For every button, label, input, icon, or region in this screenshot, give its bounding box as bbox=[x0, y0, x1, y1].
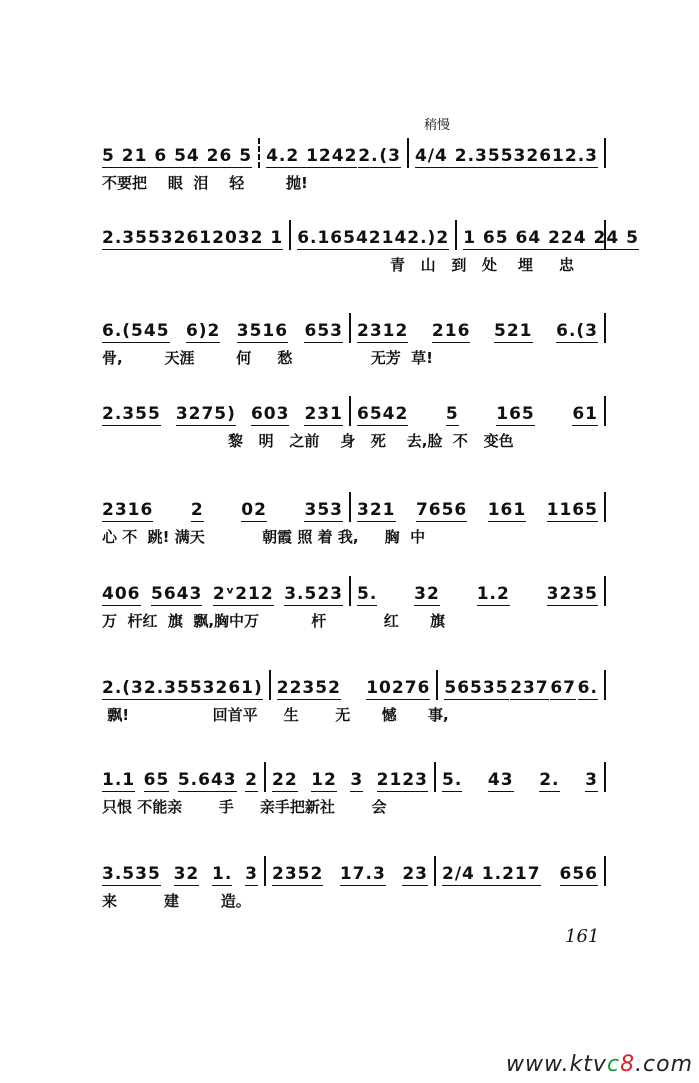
measure bbox=[102, 313, 349, 343]
measure bbox=[102, 856, 264, 886]
watermark bbox=[506, 1052, 693, 1077]
measure bbox=[289, 220, 455, 250]
note-group: 67 bbox=[550, 678, 577, 698]
note-group: 216 bbox=[431, 321, 471, 341]
note-group: 321 bbox=[357, 500, 396, 520]
measure bbox=[102, 492, 349, 522]
measure bbox=[264, 762, 434, 792]
note-group: 6.(545 bbox=[102, 321, 170, 341]
measure bbox=[349, 396, 604, 426]
notation-system bbox=[102, 220, 639, 250]
note-group: 2.(3 bbox=[102, 678, 144, 698]
note-group: 1 6 5 bbox=[134, 146, 187, 166]
note-group: 1.1 bbox=[102, 770, 136, 790]
note-group: 1.2 bbox=[476, 584, 510, 604]
lyrics-line: 万 杆红 旗 飘,胸中万 杆 红 旗 bbox=[102, 612, 446, 630]
measure bbox=[455, 220, 645, 250]
lyrics-line: 飘! 回首平 生 无 憾 事, bbox=[102, 706, 449, 724]
note-group: 3516 bbox=[236, 321, 289, 341]
watermark-text: www.ktv bbox=[506, 1052, 607, 1077]
note-group: 6. bbox=[577, 678, 598, 698]
note-group: 5.643 bbox=[177, 770, 237, 790]
note-group: 5643 bbox=[151, 584, 203, 604]
note-group: 2 1 bbox=[250, 228, 284, 248]
note-group: 3261 bbox=[513, 146, 565, 166]
note-group: 22 bbox=[272, 770, 298, 790]
lyrics-line: 青 山 到 处 埋 忠 bbox=[390, 256, 574, 274]
measure bbox=[264, 856, 434, 886]
note-group: 2/4 1.217 bbox=[442, 864, 541, 884]
note-group: 1 6 bbox=[463, 228, 496, 248]
lyrics-line: 骨, 天涯 何 愁 无芳 草! bbox=[102, 349, 433, 367]
note-group: 5 bbox=[445, 404, 459, 424]
note-group: 61 bbox=[572, 404, 598, 424]
note-group: 4 5 bbox=[606, 228, 639, 248]
note-group: 6)2 bbox=[185, 321, 221, 341]
note-group: 2. bbox=[539, 770, 560, 790]
note-group: 6 5 bbox=[219, 146, 253, 166]
note-group: 4 2 bbox=[528, 228, 561, 248]
notation-system bbox=[102, 313, 606, 343]
notation-system bbox=[102, 492, 606, 522]
measure bbox=[349, 576, 604, 606]
measure bbox=[102, 576, 349, 606]
measure bbox=[349, 492, 604, 522]
note-group: 406 bbox=[102, 584, 141, 604]
measure bbox=[434, 856, 604, 886]
note-group: 3 bbox=[350, 770, 364, 790]
note-group: 2316 bbox=[102, 500, 154, 520]
notation-system bbox=[102, 396, 606, 426]
note-group: 2 bbox=[190, 500, 204, 520]
note-group: 2. bbox=[564, 146, 586, 166]
lyrics-line: 心 不 跳! 满天 朝霞 照 着 我, 胸 中 bbox=[102, 528, 426, 546]
lyrics-line: 黎 明 之前 身 死 去,脸 不 变色 bbox=[228, 432, 514, 450]
note-group: 3 bbox=[585, 146, 598, 166]
notation-system bbox=[102, 670, 606, 700]
note-group: 521 bbox=[494, 321, 533, 341]
note-group: 161 bbox=[487, 500, 527, 520]
watermark-8: 8 bbox=[620, 1052, 636, 1077]
note-group: 17.3 bbox=[339, 864, 386, 884]
lyrics-line: 来 建 造。 bbox=[102, 892, 251, 910]
note-group: 603 bbox=[250, 404, 290, 424]
notation-system bbox=[102, 856, 606, 886]
note-group: 7656 bbox=[415, 500, 468, 520]
note-group: 203 bbox=[212, 228, 251, 248]
note-group: 3 bbox=[585, 770, 598, 790]
measure bbox=[102, 138, 258, 168]
note-group: 3261 bbox=[160, 228, 213, 248]
note-group: 2 bbox=[560, 228, 574, 248]
note-group: 5. bbox=[442, 770, 463, 790]
measure bbox=[407, 138, 604, 168]
note-group: 4.2 1242 bbox=[266, 146, 358, 166]
note-group: 65 bbox=[143, 770, 170, 790]
measure bbox=[349, 313, 604, 343]
watermark-suffix: .com bbox=[635, 1052, 694, 1077]
tempo-marking: 稍慢 bbox=[424, 118, 451, 133]
measure bbox=[102, 220, 289, 250]
note-group: 5 2 bbox=[102, 146, 135, 166]
note-group: 6542 bbox=[357, 404, 409, 424]
note-group: 3.523 bbox=[284, 584, 343, 604]
measure bbox=[102, 762, 264, 792]
note-group: 6.16542142.) bbox=[297, 228, 437, 248]
notation-system bbox=[102, 762, 606, 792]
note-group: 2. bbox=[358, 146, 379, 166]
note-group: 2312 bbox=[357, 321, 409, 341]
note-group: 12 bbox=[311, 770, 337, 790]
note-group: 3.535 bbox=[102, 864, 161, 884]
note-group: 1165 bbox=[546, 500, 598, 520]
note-group: 22352 bbox=[276, 678, 341, 698]
note-group: 23 bbox=[402, 864, 428, 884]
measure bbox=[102, 396, 349, 426]
note-group: 2123 bbox=[376, 770, 428, 790]
note-group: 2.355 bbox=[102, 404, 161, 424]
note-group: 653 bbox=[304, 321, 343, 341]
note-group: (3 bbox=[379, 146, 401, 166]
note-group: 237 bbox=[510, 678, 549, 698]
note-group: 3235 bbox=[546, 584, 598, 604]
notation-system bbox=[102, 576, 606, 606]
note-group: 2.3553261) bbox=[143, 678, 263, 698]
notation-system bbox=[102, 138, 606, 168]
watermark-c: c bbox=[606, 1052, 621, 1077]
lyrics-line: 不要把 眼 泪 轻 抛! bbox=[102, 174, 308, 192]
note-group: 5. bbox=[357, 584, 378, 604]
note-group: 2 bbox=[245, 770, 258, 790]
measure bbox=[269, 670, 437, 700]
note-group: 2352 bbox=[272, 864, 324, 884]
lyrics-line: 只恨 不能亲 手 亲手把新社 会 bbox=[102, 798, 387, 816]
note-group: 231 bbox=[304, 404, 343, 424]
note-group: 43 bbox=[487, 770, 514, 790]
note-group: 32 bbox=[414, 584, 440, 604]
note-group: 2.355 bbox=[102, 228, 161, 248]
note-group: 4/4 2.355 bbox=[414, 146, 514, 166]
note-group: 6.(3 bbox=[556, 321, 598, 341]
note-group: 4 2 bbox=[573, 228, 607, 248]
note-group: 165 bbox=[496, 404, 535, 424]
note-group: 10276 bbox=[366, 678, 431, 698]
page-number: 161 bbox=[565, 926, 600, 947]
measure bbox=[436, 670, 604, 700]
measure bbox=[434, 762, 604, 792]
note-group: 353 bbox=[304, 500, 343, 520]
note-group: 2 bbox=[436, 228, 450, 248]
measure bbox=[258, 138, 407, 168]
note-group: 3 bbox=[245, 864, 258, 884]
note-group: 32 bbox=[173, 864, 200, 884]
note-group: 2ᵛ212 bbox=[212, 584, 274, 604]
measure bbox=[102, 670, 269, 700]
note-group: 02 bbox=[241, 500, 267, 520]
note-group: 1. bbox=[212, 864, 233, 884]
note-group: 656 bbox=[559, 864, 598, 884]
note-group: 5 6 bbox=[495, 228, 529, 248]
note-group: 56535 bbox=[444, 678, 509, 698]
note-group: 4 2 bbox=[186, 146, 220, 166]
note-group: 3275) bbox=[175, 404, 236, 424]
